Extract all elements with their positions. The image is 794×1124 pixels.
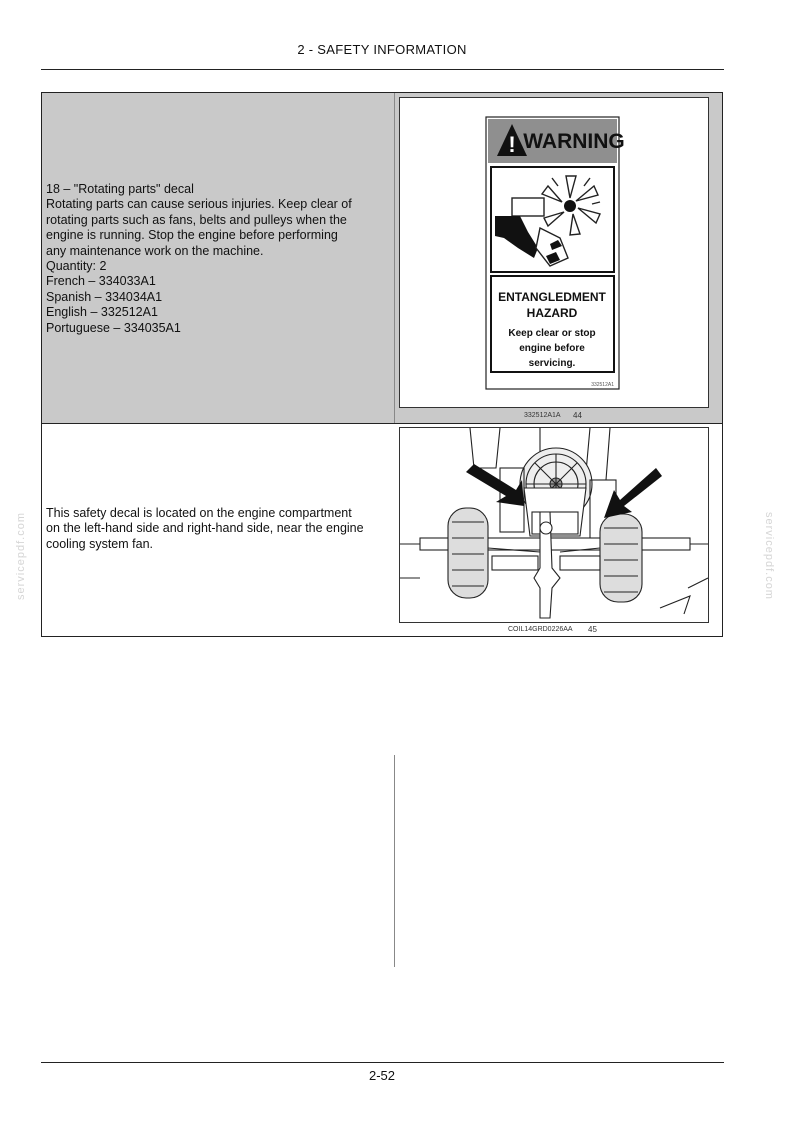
description-line: rotating parts such as fans, belts and pulleys when the	[46, 212, 347, 227]
decal-table	[41, 92, 723, 637]
table-row-decal	[42, 93, 722, 424]
quantity: Quantity: 2	[46, 259, 107, 274]
left-arrow-icon	[466, 464, 524, 506]
column-divider	[394, 93, 395, 423]
description-line: on the left-hand side and right-hand side, near the engine	[46, 521, 364, 536]
figure-number: 44	[573, 411, 582, 420]
header-rule	[41, 69, 724, 70]
column-divider	[394, 755, 395, 967]
caption-code: 332512A1A	[524, 412, 561, 419]
decal-warning-text: WARNING	[523, 130, 625, 153]
footer-rule	[41, 1062, 724, 1063]
decal-hazard-line1: ENTANGLEDMENT	[498, 290, 606, 304]
decal-image	[399, 97, 709, 408]
part-number-english: English – 332512A1	[46, 305, 158, 320]
location-description	[46, 506, 386, 552]
watermark-left: servicepdf.com	[15, 512, 27, 600]
figure-number: 45	[588, 625, 597, 634]
description-line: This safety decal is located on the engine compartment	[46, 506, 352, 520]
description-line: cooling system fan.	[46, 536, 153, 551]
warning-decal-illustration	[400, 98, 708, 407]
svg-text:!: !	[508, 132, 516, 157]
watermark-right: servicepdf.com	[763, 512, 775, 600]
part-number-french: French – 334033A1	[46, 274, 156, 289]
table-row-location	[42, 424, 722, 636]
description-line: Rotating parts can cause serious injuries. Keep clear of	[46, 197, 352, 212]
decal-instruction-line1: Keep clear or stop	[508, 328, 596, 339]
location-image	[399, 427, 709, 623]
caption-code: COIL14GRD0226AA	[508, 626, 573, 633]
part-number-spanish: Spanish – 334034A1	[46, 289, 163, 304]
machine-rear-illustration	[400, 428, 708, 622]
right-arrow-icon	[604, 468, 662, 518]
decal-instruction-line3: servicing.	[528, 358, 576, 369]
part-number-portuguese: Portuguese – 334035A1	[46, 320, 181, 335]
header-title: 2 - SAFETY INFORMATION	[297, 42, 467, 57]
description-line: engine is running. Stop the engine before performing	[46, 228, 338, 243]
description-line: any maintenance work on the machine.	[46, 243, 264, 258]
decal-instruction-line2: engine before	[519, 343, 585, 354]
decal-code: 332512A1	[591, 382, 614, 388]
decal-hazard-line2: HAZARD	[526, 306, 578, 320]
decal-description	[46, 182, 386, 336]
page-number: 2-52	[368, 1068, 396, 1083]
decal-title: 18 – "Rotating parts" decal	[46, 182, 194, 196]
